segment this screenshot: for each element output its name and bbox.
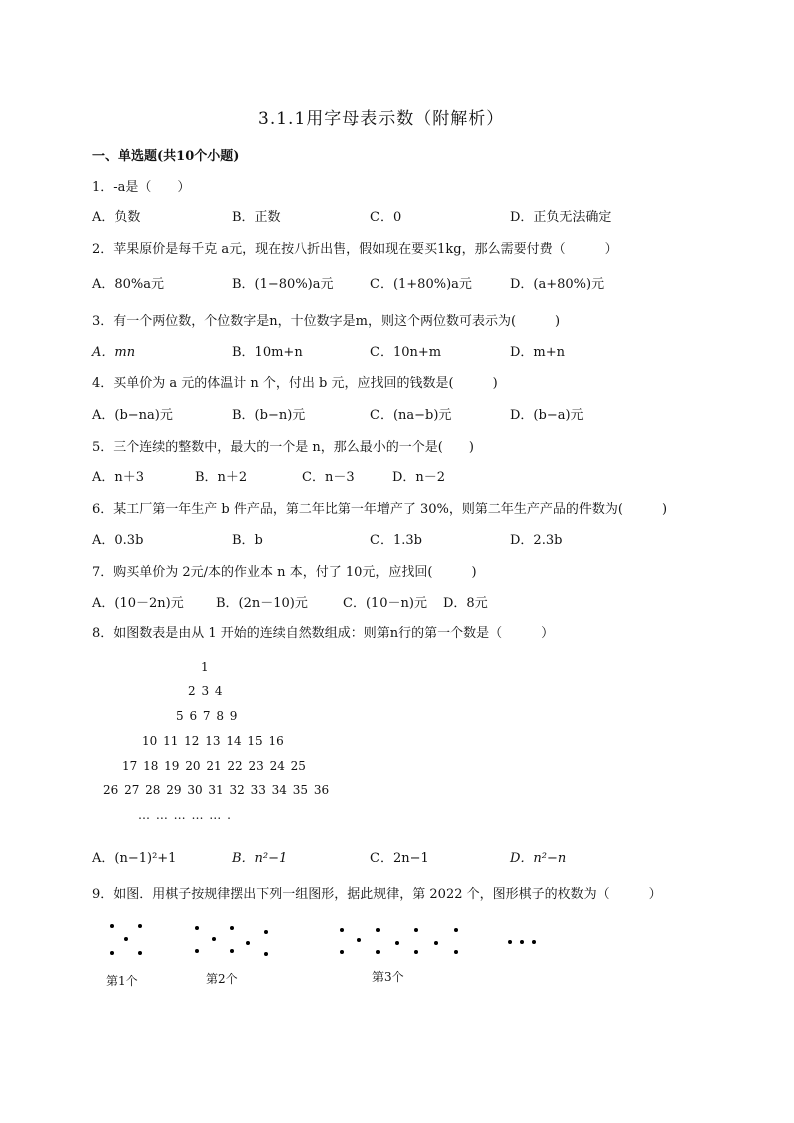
- chess-piece: [454, 928, 458, 932]
- q1-option-a: A．负数: [92, 210, 141, 225]
- question-6-stem: 6．某工厂第一年生产 b 件产品，第二年比第一年增产了 30%，则第二年生产产品的件数为( ): [92, 502, 668, 517]
- q3-option-b: B．10m+n: [232, 345, 303, 360]
- chess-piece: [110, 924, 114, 928]
- chess-piece: [414, 928, 418, 932]
- ellipsis-dot: [532, 940, 536, 944]
- ellipsis-dot: [508, 940, 512, 944]
- question-9-stem: 9．如图．用棋子按规律摆出下列一组图形，据此规律，第 2022 个，图形棋子的枚数为（ ）: [92, 887, 662, 902]
- chess-piece: [110, 951, 114, 955]
- number-table-row-4: 10 11 12 13 14 15 16: [142, 734, 284, 748]
- question-2-stem: 2．苹果原价是每千克 a元，现在按八折出售，假如现在要买1kg，那么需要付费（ ）: [92, 242, 618, 257]
- q5-option-b: B．n＋2: [195, 470, 248, 485]
- number-table-row-ellipsis: … … … … … .: [138, 808, 231, 822]
- q2-option-a: A．80%a元: [92, 277, 165, 292]
- q1-option-d: D．正负无法确定: [510, 210, 612, 225]
- number-table-row-2: 2 3 4: [188, 684, 223, 698]
- q7-option-a: A．(10－2n)元: [92, 596, 184, 611]
- q6-option-b: B．b: [232, 533, 263, 548]
- q6-option-d: D．2.3b: [510, 533, 563, 548]
- number-table-row-5: 17 18 19 20 21 22 23 24 25: [122, 759, 306, 773]
- chess-piece: [395, 941, 399, 945]
- question-7-stem: 7．购买单价为 2元/本的作业本 n 本，付了 10元，应找回( ): [92, 565, 477, 580]
- chess-piece: [138, 951, 142, 955]
- question-4-stem: 4．买单价为 a 元的体温计 n 个，付出 b 元，应找回的钱数是( ): [92, 376, 498, 391]
- question-1-stem: 1．-a是（ ）: [92, 180, 191, 195]
- chess-piece: [357, 938, 361, 942]
- number-table-row-6: 26 27 28 29 30 31 32 33 34 35 36: [103, 783, 330, 797]
- q4-option-d: D．(b−a)元: [510, 408, 584, 423]
- chess-piece: [434, 941, 438, 945]
- chess-piece: [264, 930, 268, 934]
- q2-option-c: C．(1+80%)a元: [370, 277, 472, 292]
- q7-option-c: C．(10－n)元: [343, 596, 428, 611]
- q8-option-c: C．2n−1: [370, 851, 429, 866]
- q2-option-b: B．(1−80%)a元: [232, 277, 334, 292]
- ellipsis-dot: [520, 940, 524, 944]
- chess-piece: [340, 928, 344, 932]
- chess-piece: [414, 950, 418, 954]
- q7-option-b: B．(2n－10)元: [216, 596, 308, 611]
- q5-option-d: D．n－2: [392, 470, 446, 485]
- q5-option-c: C．n－3: [302, 470, 355, 485]
- q4-option-b: B．(b−n)元: [232, 408, 306, 423]
- q7-option-d: D．8元: [443, 596, 488, 611]
- q8-option-b: B．n²−1: [232, 851, 288, 866]
- chess-piece: [376, 928, 380, 932]
- chess-piece: [212, 937, 216, 941]
- chess-piece: [138, 924, 142, 928]
- chess-piece: [124, 937, 128, 941]
- chess-piece: [195, 926, 199, 930]
- q8-option-d: D．n²−n: [510, 851, 567, 866]
- chess-piece: [195, 949, 199, 953]
- chess-piece: [264, 952, 268, 956]
- q4-option-c: C．(na−b)元: [370, 408, 452, 423]
- q1-option-b: B．正数: [232, 210, 281, 225]
- q2-option-d: D．(a+80%)元: [510, 277, 605, 292]
- chess-piece: [340, 950, 344, 954]
- chess-piece: [246, 941, 250, 945]
- q6-option-a: A．0.3b: [92, 533, 144, 548]
- question-5-stem: 5．三个连续的整数中，最大的一个是 n，那么最小的一个是( ): [92, 440, 474, 455]
- question-8-stem: 8．如图数表是由从 1 开始的连续自然数组成：则第n行的第一个数是（ ）: [92, 626, 555, 641]
- q3-option-a: A．mn: [92, 345, 136, 360]
- q3-option-d: D．m+n: [510, 345, 566, 360]
- q6-option-c: C．1.3b: [370, 533, 422, 548]
- q4-option-a: A．(b−na)元: [92, 408, 173, 423]
- q5-option-a: A．n＋3: [92, 470, 145, 485]
- chess-piece: [230, 949, 234, 953]
- question-3-stem: 3．有一个两位数，个位数字是n，十位数字是m，则这个两位数可表示为( ): [92, 314, 561, 329]
- number-table-row-1: 1: [201, 660, 209, 674]
- chess-piece: [376, 950, 380, 954]
- section-heading: 一、单选题(共10个小题): [92, 149, 240, 164]
- q1-option-c: C．0: [370, 210, 402, 225]
- q3-option-c: C．10n+m: [370, 345, 442, 360]
- chess-piece: [230, 926, 234, 930]
- figure-3-caption: 第3个: [372, 970, 404, 984]
- page-title: 3.1.1用字母表示数（附解析）: [258, 109, 505, 129]
- chess-piece: [454, 950, 458, 954]
- q8-option-a: A．(n−1)²+1: [92, 851, 177, 866]
- figure-1-caption: 第1个: [106, 974, 138, 988]
- number-table-row-3: 5 6 7 8 9: [176, 709, 238, 723]
- figure-2-caption: 第2个: [206, 972, 238, 986]
